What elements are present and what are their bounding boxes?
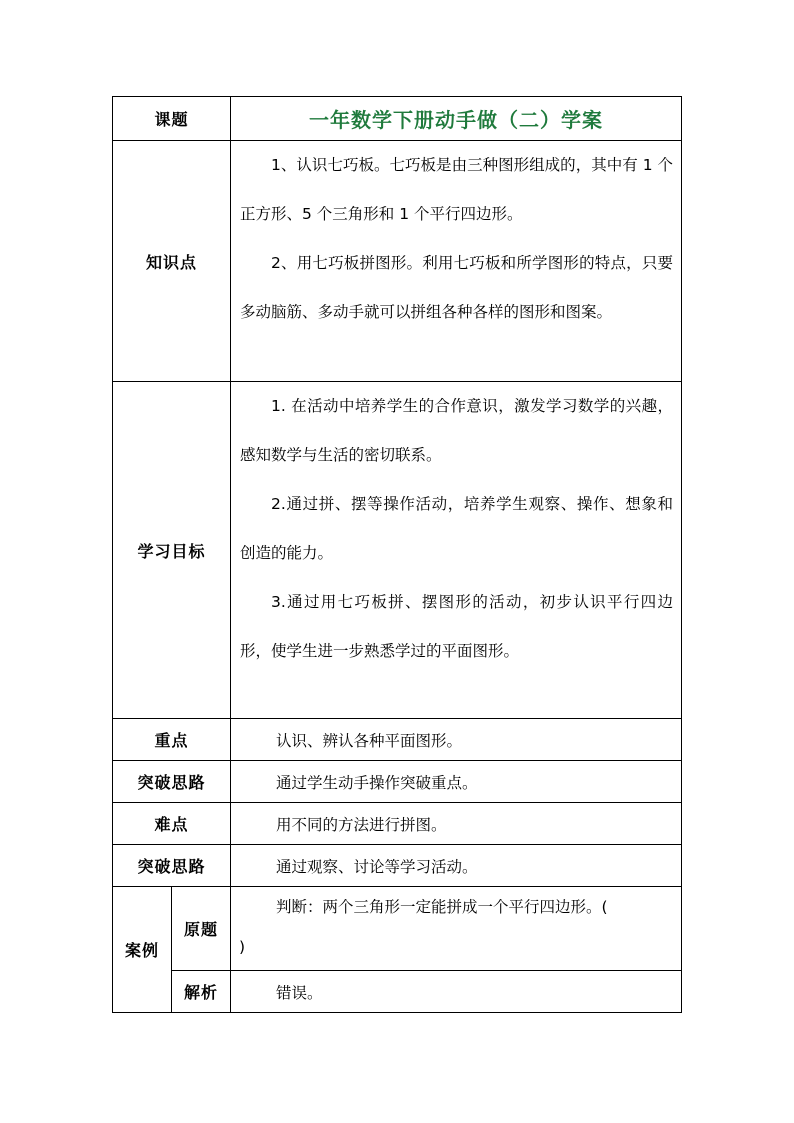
lesson-plan-table [112, 96, 682, 1013]
objectives-content [231, 382, 682, 719]
difficulty-row [113, 803, 682, 845]
knowledge-label: 知识点 [113, 141, 231, 382]
difficulty-breakthrough-text: 通过观察、讨论等学习活动。 [231, 845, 682, 887]
knowledge-paragraph-1: 1、认识七巧板。七巧板是由三种图形组成的，其中有 1 个正方形、5 个三角形和 1 个平行四边形。 [240, 156, 674, 223]
knowledge-paragraph-2: 2、用七巧板拼图形。利用七巧板和所学图形的特点，只要多动脑筋、多动手就可以拼组各种各样的图形和图案。 [240, 254, 674, 321]
difficulty-breakthrough-label: 突破思路 [113, 845, 231, 887]
key-point-text: 认识、辨认各种平面图形。 [231, 719, 682, 761]
objective-paragraph-2: 2.通过拼、摆等操作活动，培养学生观察、操作、想象和创造的能力。 [240, 495, 674, 562]
key-breakthrough-label: 突破思路 [113, 761, 231, 803]
case-label: 案例 [113, 887, 172, 1013]
objective-paragraph-1: 1. 在活动中培养学生的合作意识，激发学习数学的兴趣，感知数学与生活的密切联系。 [240, 397, 674, 464]
question-text: 判断：两个三角形一定能拼成一个平行四边形。( [276, 898, 608, 916]
page-title: 一年数学下册动手做（二）学案 [231, 97, 682, 141]
knowledge-content [231, 141, 682, 382]
objectives-label: 学习目标 [113, 382, 231, 719]
difficulty-breakthrough-row [113, 845, 682, 887]
analysis-label: 解析 [172, 971, 231, 1013]
knowledge-row [113, 141, 682, 382]
question-label: 原题 [172, 887, 231, 971]
case-question-row [113, 887, 682, 971]
analysis-text: 错误。 [231, 971, 682, 1013]
key-point-row [113, 719, 682, 761]
difficulty-label: 难点 [113, 803, 231, 845]
title-row [113, 97, 682, 141]
case-analysis-row [113, 971, 682, 1013]
question-content [231, 887, 682, 971]
difficulty-text: 用不同的方法进行拼图。 [231, 803, 682, 845]
key-point-label: 重点 [113, 719, 231, 761]
topic-label: 课题 [113, 97, 231, 141]
key-breakthrough-row [113, 761, 682, 803]
objectives-row [113, 382, 682, 719]
key-breakthrough-text: 通过学生动手操作突破重点。 [231, 761, 682, 803]
objective-paragraph-3: 3.通过用七巧板拼、摆图形的活动，初步认识平行四边形，使学生进一步熟悉学过的平面图形。 [240, 593, 674, 660]
question-text-end: ) [239, 938, 246, 956]
